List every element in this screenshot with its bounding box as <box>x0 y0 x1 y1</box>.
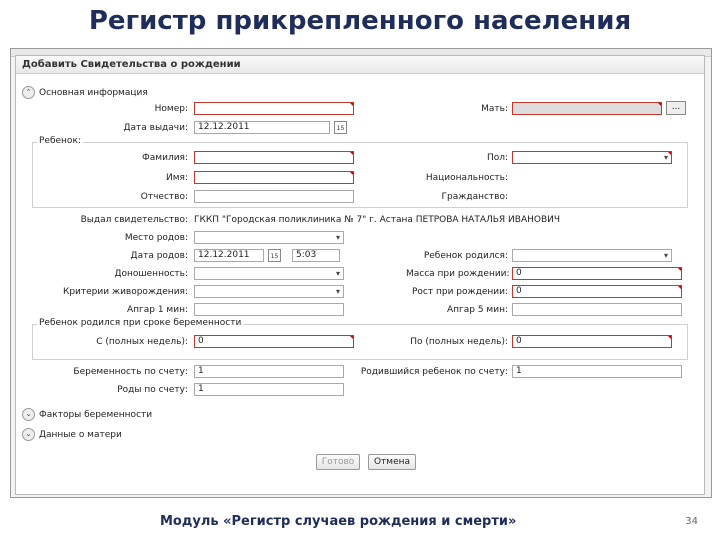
child-legend: Ребенок: <box>39 136 81 146</box>
section-main-info[interactable] <box>22 86 148 99</box>
citizenship-label: Гражданство: <box>441 192 508 202</box>
surname-label: Фамилия: <box>142 153 188 163</box>
pregnancy-count-input[interactable]: 1 <box>194 365 344 378</box>
pregnancy-count-label: Беременность по счету: <box>73 367 188 377</box>
mother-label: Мать: <box>481 104 508 114</box>
ok-button[interactable]: Готово <box>316 454 360 470</box>
surname-input[interactable] <box>194 151 354 164</box>
patronymic-label: Отчество: <box>140 192 188 202</box>
issued-by-value: ГККП "Городская поликлиника № 7" г. Астана ПЕТРОВА НАТАЛЬЯ ИВАНОВИЧ <box>194 215 561 225</box>
from-weeks-input[interactable]: 0 <box>194 335 354 348</box>
patronymic-input[interactable] <box>194 190 354 203</box>
nationality-label: Национальность: <box>425 173 508 183</box>
liveborn-label: Критерии живорождения: <box>62 287 188 297</box>
calendar-icon[interactable]: 15 <box>268 249 281 262</box>
application-screenshot <box>10 48 712 498</box>
height-label: Рост при рождении: <box>412 287 508 297</box>
births-count-input[interactable]: 1 <box>194 383 344 396</box>
section-pregnancy-factors[interactable] <box>22 408 152 421</box>
child-born-select[interactable] <box>512 249 672 262</box>
number-label: Номер: <box>154 104 188 114</box>
slide-title: Регистр прикрепленного населения <box>88 6 632 36</box>
weight-input[interactable]: 0 <box>512 267 682 280</box>
apgar5-label: Апгар 5 мин: <box>446 305 508 315</box>
chevron-up-icon[interactable]: ⌃ <box>22 86 35 99</box>
birth-place-select[interactable] <box>194 231 344 244</box>
section-pregnancy-label: Факторы беременности <box>39 410 153 420</box>
births-count-label: Роды по счету: <box>117 385 188 395</box>
number-input[interactable] <box>194 102 354 115</box>
birth-date-label: Дата родов: <box>130 251 188 261</box>
cancel-button[interactable]: Отмена <box>368 454 416 470</box>
section-mother-label: Данные о матери <box>39 430 122 440</box>
chevron-down-icon[interactable]: ⌄ <box>22 428 35 441</box>
page-number: 34 <box>685 516 698 527</box>
to-weeks-label: По (полных недель): <box>410 337 508 347</box>
select-mother-button[interactable]: ... <box>666 101 686 115</box>
sex-label: Пол: <box>486 153 508 163</box>
liveborn-select[interactable] <box>194 285 344 298</box>
height-input[interactable]: 0 <box>512 285 682 298</box>
mother-input[interactable] <box>512 102 662 115</box>
apgar1-input[interactable] <box>194 303 344 316</box>
issue-date-label: Дата выдачи: <box>123 123 188 133</box>
to-weeks-input[interactable]: 0 <box>512 335 672 348</box>
issued-by-label: Выдал свидетельство: <box>80 215 188 225</box>
apgar5-input[interactable] <box>512 303 682 316</box>
issue-date-input[interactable]: 12.12.2011 <box>194 121 330 134</box>
weight-label: Масса при рождении: <box>406 269 510 279</box>
child-count-input[interactable]: 1 <box>512 365 682 378</box>
section-mother-data[interactable] <box>22 428 122 441</box>
slide-footer: Модуль «Регистр случаев рождения и смерти» <box>160 514 517 529</box>
pregnancy-term-legend: Ребенок родился при сроке беременности <box>39 318 242 328</box>
calendar-icon[interactable]: 15 <box>334 121 347 134</box>
child-born-label: Ребенок родился: <box>423 251 508 261</box>
term-label: Доношенность: <box>114 269 188 279</box>
dialog-title[interactable]: Добавить Свидетельства о рождении <box>16 56 704 74</box>
apgar1-label: Апгар 1 мин: <box>126 305 188 315</box>
section-main-label: Основная информация <box>39 88 148 98</box>
birth-date-input[interactable]: 12.12.2011 <box>194 249 264 262</box>
child-count-label: Родившийся ребенок по счету: <box>360 367 508 377</box>
chevron-down-icon[interactable]: ⌄ <box>22 408 35 421</box>
from-weeks-label: С (полных недель): <box>96 337 188 347</box>
name-input[interactable] <box>194 171 354 184</box>
birth-place-label: Место родов: <box>124 233 188 243</box>
birth-certificate-dialog <box>15 55 705 495</box>
term-select[interactable] <box>194 267 344 280</box>
birth-time-input[interactable]: 5:03 <box>292 249 340 262</box>
sex-select[interactable] <box>512 151 672 164</box>
name-label: Имя: <box>166 173 188 183</box>
